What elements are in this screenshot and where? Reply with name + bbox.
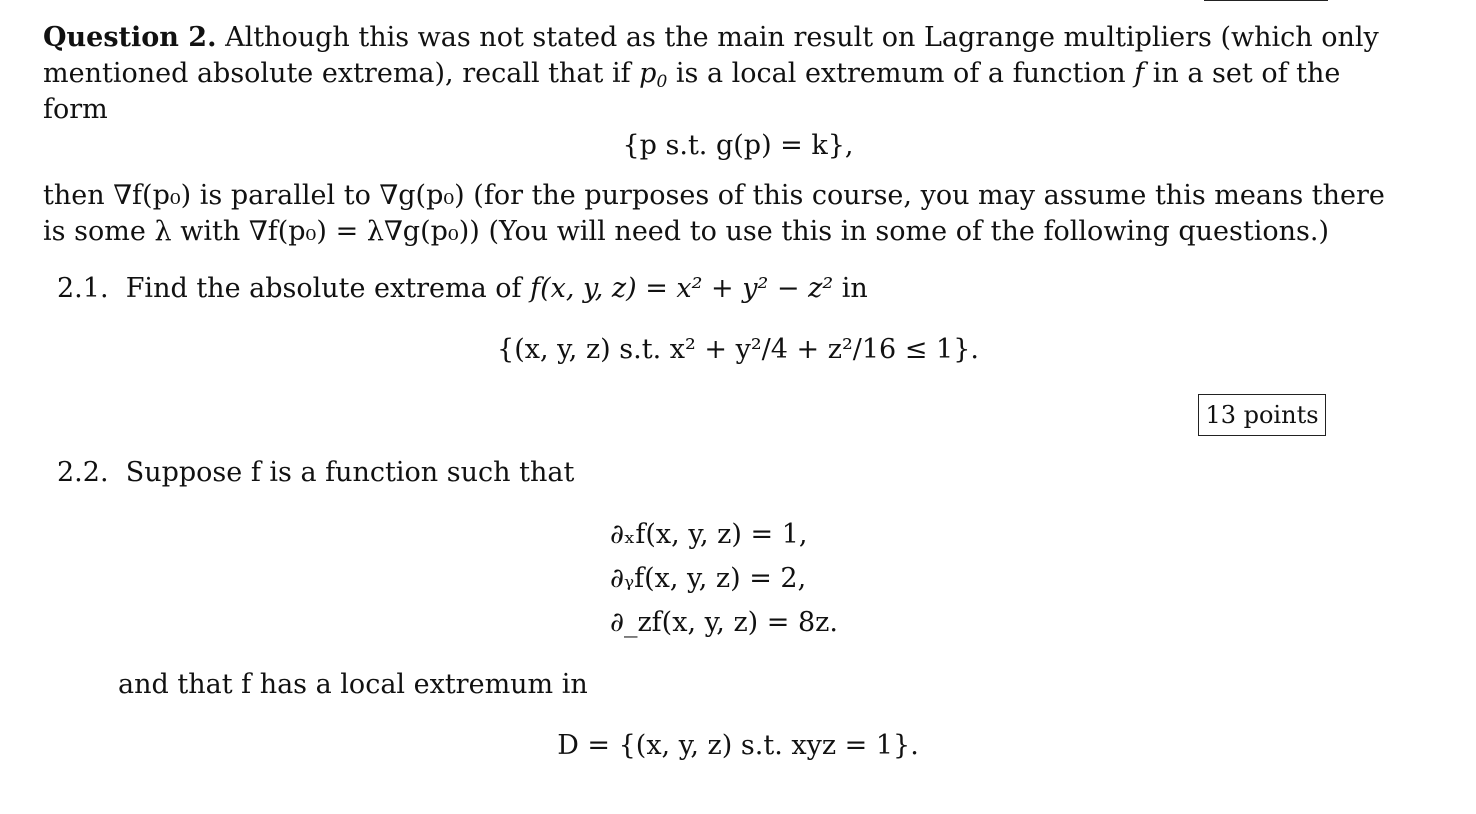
then-line-1: then ∇f(p₀) is parallel to ∇g(p₀) (for the purposes of this course, you may assume this means there (43, 180, 1385, 211)
part-2-2-text: Suppose f is a function such that (125, 457, 575, 488)
part-2-1-number: 2.1. (57, 273, 109, 304)
then-line-2: is some λ with ∇f(p₀) = λ∇g(p₀)) (You will need to use this in some of the following questions.) (43, 216, 1329, 247)
domain-equation: D = {(x, y, z) s.t. xyz = 1}. (557, 730, 919, 761)
part-2-1-in: in (841, 273, 868, 304)
partial-x-equation: ∂ₓf(x, y, z) = 1, (610, 519, 808, 550)
intro-text-1: Although this was not stated as the main result on Lagrange multipliers (which only (225, 22, 1379, 53)
question-intro-line-2 (43, 56, 1341, 92)
part-2-1-line (57, 271, 868, 307)
set-display-equation: {p s.t. g(p) = k}, (622, 130, 854, 161)
part-2-2-after: and that f has a local extremum in (118, 669, 588, 700)
top-rule (1204, 0, 1328, 1)
part-2-1-function: f(x, y, z) = x² + y² − z² (530, 273, 834, 304)
part-2-1-text: Find the absolute extrema of (125, 273, 522, 304)
partial-y-equation: ∂ᵧf(x, y, z) = 2, (610, 563, 807, 594)
partial-z-equation: ∂_zf(x, y, z) = 8z. (610, 607, 838, 638)
part-2-2-number: 2.2. (57, 457, 109, 488)
question-intro-line-1 (43, 20, 1379, 56)
question-heading: Question 2. (43, 22, 217, 53)
intro-text-2a: mentioned absolute extrema), recall that if (43, 58, 640, 89)
part-2-2-line (57, 455, 574, 491)
intro-text-2c: in a set of the (1144, 58, 1341, 89)
part-2-1-region: {(x, y, z) s.t. x² + y²/4 + z²/16 ≤ 1}. (497, 334, 979, 365)
intro-text-3: form (43, 94, 108, 125)
intro-text-2b: is a local extremum of a function (667, 58, 1135, 89)
points-box: 13 points (1198, 394, 1326, 436)
f-symbol: f (1134, 58, 1145, 89)
p0-symbol: $p_0$ (639, 58, 668, 92)
